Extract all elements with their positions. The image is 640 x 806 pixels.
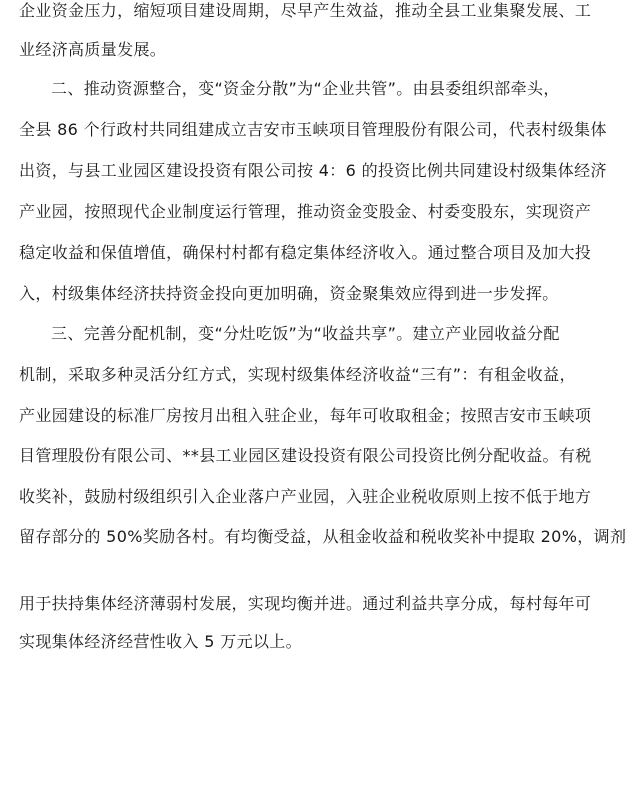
text-line-8: 入，村级集体经济扶持资金投向更加明确，资金聚集效应得到进一步发挥。 [19,284,559,303]
text-line-7: 稳定收益和保值增值，确保村村都有稳定集体经济收入。通过整合项目及加大投 [19,243,592,262]
text-line-13: 收奖补，鼓励村级组织引入企业落户产业园，入驻企业税收原则上按不低于地方 [19,487,592,506]
section-3-heading-line: 三、完善分配机制，变“分灶吃饭”为“收益共享”。建立产业园收益分配 [51,324,560,343]
text-line-14: 留存部分的 50%奖励各村。有均衡受益，从租金收益和税收奖补中提取 20%，调剂 [19,527,627,546]
text-line-10: 机制，采取多种灵活分红方式，实现村级集体经济收益“三有”：有租金收益， [19,365,576,384]
text-line-4: 全县 86 个行政村共同组建成立吉安市玉峡项目管理股份有限公司，代表村级集体 [19,120,607,139]
section-2-heading-line: 二、推动资源整合，变“资金分散”为“企业共管”。由县委组织部牵头， [51,79,560,98]
text-line-16: 实现集体经济经营性收入 5 万元以上。 [19,632,303,651]
text-line-1: 企业资金压力，缩短项目建设周期，尽早产生效益，推动全县工业集聚发展、工 [19,1,592,20]
text-line-6: 产业园，按照现代企业制度运行管理，推动资金变股金、村委变股东，实现资产 [19,202,592,221]
text-line-5: 出资，与县工业园区建设投资有限公司按 4：6 的投资比例共同建设村级集体经济 [19,161,607,180]
text-line-15: 用于扶持集体经济薄弱村发展，实现均衡并进。通过利益共享分成，每村每年可 [19,594,592,613]
text-line-2: 业经济高质量发展。 [19,40,167,59]
text-line-12: 目管理股份有限公司、**县工业园区建设投资有限公司投资比例分配收益。有税 [19,446,592,465]
text-line-11: 产业园建设的标准厂房按月出租入驻企业，每年可收取租金；按照吉安市玉峡项 [19,406,592,425]
